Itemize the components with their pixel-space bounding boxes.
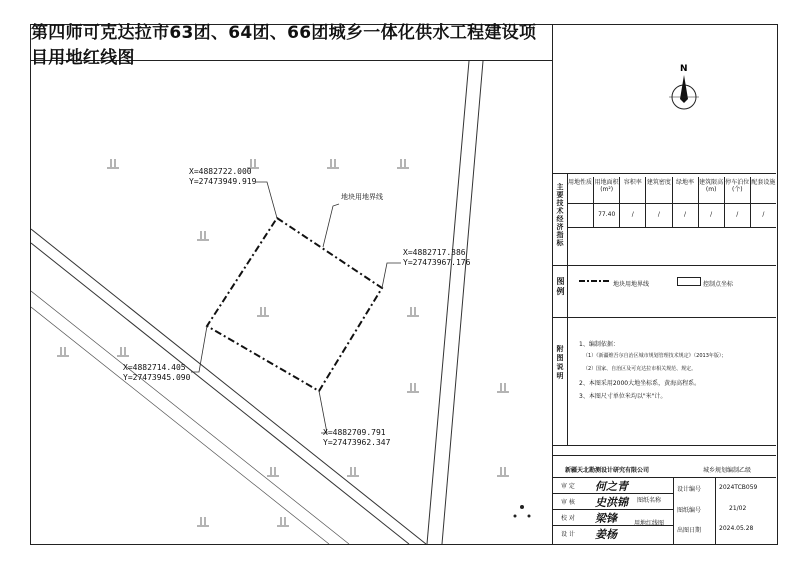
indicator-column-header: 用地性质 xyxy=(568,179,593,186)
map-area xyxy=(31,61,552,544)
indicator-column-header: 停车泊位(个) xyxy=(724,177,750,203)
note-line: 2、本图采用2000大地坐标系，黄海高程系。 xyxy=(579,380,701,387)
signature: 何之青 xyxy=(595,480,628,493)
indicator-column-header: 用地面积(m²) xyxy=(593,177,619,203)
indicator-value xyxy=(567,203,593,227)
boundary-callout: 地块用地界线 xyxy=(341,193,383,201)
signature: 梁锋 xyxy=(595,512,617,525)
road-line xyxy=(31,229,426,544)
control-point-icon xyxy=(514,515,517,518)
control-point-legend-icon xyxy=(677,277,701,286)
divider xyxy=(715,477,716,544)
indicator-value: / xyxy=(672,203,698,227)
signature: 姜杨 xyxy=(595,528,617,541)
drawing-title: 第四师可克达拉市63团、64团、66团城乡一体化供水工程建设项目用地红线图 xyxy=(31,25,552,61)
plot-boundary xyxy=(207,218,382,391)
indicators-header: 主要技术经济指标 xyxy=(556,183,564,247)
signature: 史洪锦 xyxy=(595,496,628,509)
legend-item-label: 地块用地界线 xyxy=(613,281,650,288)
indicator-value: / xyxy=(750,203,776,227)
indicator-column-header: 容积率 xyxy=(619,177,645,203)
note-line: （1）《新疆维吾尔自治区城市规划管理技术规定》（2013年版）； xyxy=(583,353,727,359)
leader-line xyxy=(319,391,327,433)
leader-line xyxy=(191,326,207,372)
divider xyxy=(567,227,776,228)
indicator-column-header: 配套设施 xyxy=(750,177,776,203)
divider xyxy=(553,455,776,456)
leader-line xyxy=(382,263,401,288)
coord-x-label: X=4882714.405 xyxy=(123,363,186,372)
divider xyxy=(553,173,776,174)
coord-x-label: X=4882717.386 xyxy=(403,248,466,257)
control-point-icon xyxy=(520,505,524,509)
road-line xyxy=(31,307,329,544)
notes-header: 附图说明 xyxy=(556,345,564,381)
leader-line xyxy=(323,204,339,247)
date-label: 出图日期 xyxy=(677,527,702,534)
grassland-symbols xyxy=(57,159,509,526)
date-value: 2024.05.28 xyxy=(719,525,754,532)
title-block-role: 审 核 xyxy=(561,499,575,506)
title-block-role: 设 计 xyxy=(561,531,575,538)
north-label: N xyxy=(680,64,688,74)
note-line: （2）国家、自治区及可克达拉市相关规范、规定。 xyxy=(583,366,697,372)
right-panel xyxy=(552,25,777,544)
title-block-role: 审 定 xyxy=(561,483,575,490)
indicator-column-header: 绿地率 xyxy=(672,177,698,203)
indicator-value: 77.40 xyxy=(593,203,619,227)
indicator-value: / xyxy=(645,203,671,227)
design-no: 2024TCB059 xyxy=(719,484,758,491)
legend-item-label: 控制点坐标 xyxy=(703,281,734,288)
coord-y-label: Y=27473949.919 xyxy=(189,177,257,186)
note-line: 3、本图尺寸单位米均以"米"计。 xyxy=(579,393,667,400)
control-point-icon xyxy=(528,515,531,518)
coord-x-label: X=4882709.791 xyxy=(323,428,386,437)
road-line xyxy=(31,291,349,544)
coord-y-label: Y=27473945.090 xyxy=(123,373,191,382)
indicator-value: / xyxy=(698,203,724,227)
north-arrow-icon xyxy=(669,63,699,123)
note-line: 1、编制依据： xyxy=(579,341,619,348)
divider xyxy=(553,445,776,446)
divider xyxy=(553,265,776,266)
boundary-legend-icon xyxy=(579,276,609,286)
drawing-no: 21/02 xyxy=(729,505,747,512)
divider xyxy=(553,317,776,318)
road-line xyxy=(31,243,409,544)
coord-y-label: Y=27473962.347 xyxy=(323,438,391,447)
title-block-role: 校 对 xyxy=(561,515,575,522)
divider xyxy=(553,477,776,478)
divider xyxy=(673,477,674,544)
coord-x-label: X=4882722.000 xyxy=(189,167,252,176)
indicator-column-header: 建筑密度 xyxy=(645,177,671,203)
legend-header: 图例 xyxy=(556,277,565,297)
leader-line xyxy=(256,182,277,218)
indicator-value: / xyxy=(619,203,645,227)
company-name: 新疆天北勘测设计研究有限公司 xyxy=(565,467,650,474)
design-no-label: 设计编号 xyxy=(677,486,702,493)
indicator-value: / xyxy=(724,203,750,227)
cert-value: 城乡规划编制乙级 xyxy=(703,467,752,474)
drawing-no-label: 图纸编号 xyxy=(677,507,702,514)
drawing-name-label: 图纸名称 xyxy=(636,497,662,504)
coord-y-label: Y=27473967.176 xyxy=(403,258,471,267)
map-canvas xyxy=(31,61,552,544)
drawing-name: 用地红线图 xyxy=(633,520,665,527)
indicator-column-header: 建筑限高(m) xyxy=(698,177,724,203)
